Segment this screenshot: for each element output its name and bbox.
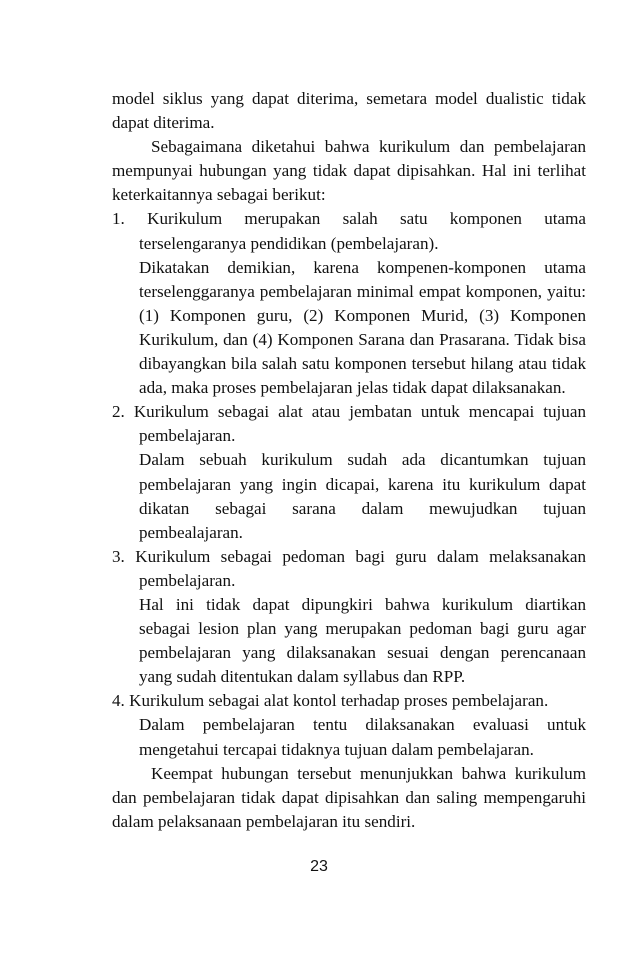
list-item-body: Dikatakan demikian, karena kompenen-komponen utama terselenggaranya pembelajaran minimal empat komponen, yaitu: (1) Komponen guru, (2) Komponen Murid, (3) Komponen Kurikulum, dan (4) Komponen Sarana dan Prasarana. Tidak bisa dibayangkan bila salah satu komponen tersebut hilang atau tidak ada, maka proses pembelajaran jelas tidak dapat dilaksanakan.: [139, 257, 586, 398]
page-number: 23: [310, 858, 328, 875]
list-item: [112, 689, 586, 761]
list-item-heading: [112, 207, 586, 255]
list-heading-text: Kurikulum sebagai alat kontol terhadap proses pembelajaran.: [129, 691, 549, 711]
list-item: [112, 400, 586, 545]
list-marker: 4.: [112, 691, 125, 711]
list-item-body: Dalam pembelajaran tentu dilaksanakan evaluasi untuk mengetahui tercapai tidaknya tujuan dalam pembelajaran.: [139, 715, 586, 759]
list-item-body: Hal ini tidak dapat dipungkiri bahwa kurikulum diartikan sebagai lesion plan yang merupakan pedoman bagi guru agar pembelajaran yang dilaksanakan sesuai dengan perencanaan yang sudah ditentukan dalam syllabus dan RPP.: [139, 594, 586, 687]
list-marker: 1.: [112, 209, 125, 229]
page-text: [112, 87, 586, 834]
list-item-body: Dalam sebuah kurikulum sudah ada dicantumkan tujuan pembelajaran yang ingin dicapai, karena itu kurikulum dapat dikatan sebagai sarana dalam mewujudkan tujuan pembealajaran.: [139, 450, 586, 542]
list-heading-text: Kurikulum sebagai alat atau jembatan untuk mencapai tujuan pembelajaran.: [133, 402, 586, 446]
list-item-heading: [112, 545, 586, 593]
list-heading-text: Kurikulum merupakan salah satu komponen utama terselengaranya pendidikan (pembelajaran).: [139, 209, 586, 253]
list-item-heading: [112, 689, 586, 713]
list-item-heading: [112, 400, 586, 448]
list-item: [112, 545, 586, 690]
list-item: [112, 207, 586, 400]
paragraph-continuation: model siklus yang dapat diterima, semetara model dualistic tidak dapat diterima.: [112, 89, 586, 133]
paragraph-intro: Sebagaimana diketahui bahwa kurikulum dan pembelajaran mempunyai hubungan yang tidak dapat dipisahkan. Hal ini terlihat keterkaitannya sebagai berikut:: [112, 137, 586, 205]
list-marker: 3.: [112, 546, 125, 566]
paragraph-closing: Keempat hubungan tersebut menunjukkan bahwa kurikulum dan pembelajaran tidak dapat dipisahkan dan saling mempengaruhi dalam pelaksanaan pembelajaran itu sendiri.: [112, 763, 586, 831]
list-heading-text: Kurikulum sebagai pedoman bagi guru dalam melaksanakan pembelajaran.: [135, 546, 586, 590]
list-marker: 2.: [112, 402, 125, 422]
